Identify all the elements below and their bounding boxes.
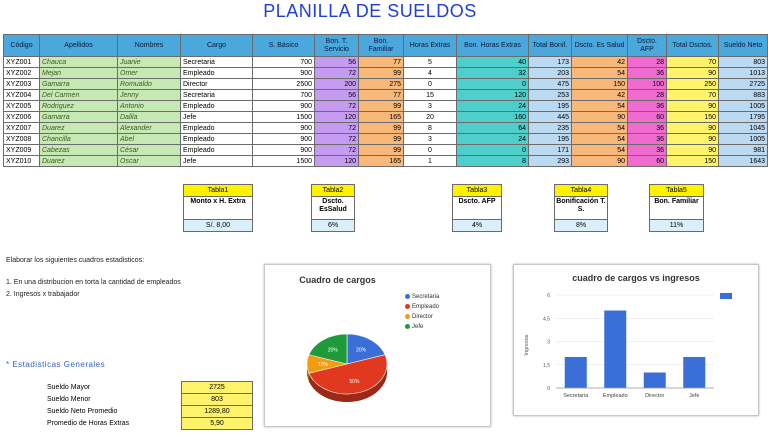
table-cell[interactable]: 165	[359, 112, 404, 123]
table-cell[interactable]: Romualdo	[118, 79, 181, 90]
sheet-title: PLANILLA DE SUELDOS	[263, 1, 477, 21]
table-cell[interactable]: Del Carmen	[40, 90, 118, 101]
payroll-table	[3, 34, 768, 167]
table-cell[interactable]: XYZ002	[4, 68, 40, 79]
table-cell[interactable]: 99	[359, 101, 404, 112]
table-cell[interactable]: 36	[628, 101, 667, 112]
pie-legend-label: Jefe	[412, 324, 424, 331]
table-cell[interactable]: 15	[404, 90, 457, 101]
table-cell[interactable]: Jenny	[118, 90, 181, 101]
table-row	[4, 134, 768, 145]
table-cell[interactable]: 1005	[719, 134, 768, 145]
pie-slice-label: 20%	[327, 347, 338, 354]
table-cell[interactable]: 1500	[253, 156, 315, 167]
table-cell[interactable]: 900	[253, 134, 315, 145]
instructions-item-1: 1. En una distribucion en torta la cantidad de empleados	[6, 279, 181, 286]
table-cell[interactable]: 803	[719, 57, 768, 68]
table-cell[interactable]: 0	[404, 79, 457, 90]
table-cell[interactable]: 90	[667, 134, 719, 145]
legend-swatch-icon	[405, 324, 410, 329]
table-cell[interactable]: 253	[529, 90, 572, 101]
bar-y-tick-label: 0	[547, 386, 550, 392]
table-cell[interactable]: 150	[572, 79, 628, 90]
bar-x-tick-label: Empleado	[602, 393, 628, 399]
table-cell[interactable]: XYZ003	[4, 79, 40, 90]
table-cell[interactable]: 8	[457, 156, 529, 167]
bar-y-tick-label: 4,5	[543, 316, 550, 323]
table-cell[interactable]: 171	[529, 145, 572, 156]
column-header[interactable]: Bon. T. Servicio	[315, 35, 359, 57]
column-header[interactable]: Sueldo Neto	[719, 35, 768, 57]
instructions-item-2: 2. Ingresos x trabajador	[6, 291, 80, 298]
table-cell[interactable]: 77	[359, 57, 404, 68]
table-cell[interactable]: Director	[181, 79, 253, 90]
reference-table-4	[554, 184, 608, 232]
table-cell[interactable]: 150	[667, 112, 719, 123]
pie-legend-item	[405, 304, 439, 310]
column-header[interactable]: Apellidos	[40, 35, 118, 57]
reference-table-label: Dscto. EsSalud	[312, 197, 354, 220]
table-cell[interactable]: 1500	[253, 112, 315, 123]
table-cell[interactable]: 72	[315, 68, 359, 79]
bar-x-tick-label: Jefe	[689, 393, 700, 399]
table-cell[interactable]: 900	[253, 145, 315, 156]
stats-value[interactable]: 2725	[182, 382, 253, 394]
table-cell[interactable]: Dalila	[118, 112, 181, 123]
reference-table-head: Tabla5	[650, 185, 703, 197]
column-header[interactable]: Código	[4, 35, 40, 57]
pie-slice-label: 50%	[349, 379, 360, 386]
table-cell[interactable]: 2500	[253, 79, 315, 90]
table-cell[interactable]: Cabezas	[40, 145, 118, 156]
table-cell[interactable]: Oscar	[118, 156, 181, 167]
table-cell[interactable]: 99	[359, 123, 404, 134]
table-cell[interactable]: 0	[404, 145, 457, 156]
table-cell[interactable]: Secretaria	[181, 90, 253, 101]
pie-slice-label: 10%	[317, 362, 329, 368]
pie-slice-label: 20%	[356, 347, 367, 354]
table-cell[interactable]: 195	[529, 101, 572, 112]
bar-y-axis-label: Ingresos	[524, 334, 530, 356]
table-cell[interactable]: 99	[359, 68, 404, 79]
table-cell[interactable]: 981	[719, 145, 768, 156]
reference-table-head: Tabla2	[312, 185, 354, 197]
legend-swatch-icon	[405, 314, 410, 319]
table-cell[interactable]: 90	[572, 112, 628, 123]
table-cell[interactable]: XYZ007	[4, 123, 40, 134]
table-cell[interactable]: 5	[404, 57, 457, 68]
stats-value[interactable]: 5,90	[182, 418, 253, 430]
table-cell[interactable]: 250	[667, 79, 719, 90]
column-header[interactable]: Total Dsctos.	[667, 35, 719, 57]
table-cell[interactable]: 1643	[719, 156, 768, 167]
table-cell[interactable]: 90	[667, 145, 719, 156]
table-cell[interactable]: 72	[315, 123, 359, 134]
table-cell[interactable]: 900	[253, 68, 315, 79]
stats-table	[45, 381, 253, 430]
table-cell[interactable]: Rodriguez	[40, 101, 118, 112]
table-cell[interactable]: 24	[457, 101, 529, 112]
table-cell[interactable]: 77	[359, 90, 404, 101]
table-cell[interactable]: 36	[628, 145, 667, 156]
table-cell[interactable]: 8	[404, 123, 457, 134]
table-cell[interactable]: Juanie	[118, 57, 181, 68]
pie-legend-label: Empleado	[412, 304, 440, 311]
pie-legend-label: Director	[412, 314, 434, 321]
table-cell[interactable]: 24	[457, 134, 529, 145]
table-cell[interactable]: 90	[667, 123, 719, 134]
table-cell[interactable]: 1795	[719, 112, 768, 123]
legend-swatch-icon	[405, 294, 410, 299]
table-cell[interactable]: Duarez	[40, 123, 118, 134]
table-cell[interactable]: 60	[628, 112, 667, 123]
table-cell[interactable]: 700	[253, 57, 315, 68]
table-cell[interactable]: 100	[628, 79, 667, 90]
table-cell[interactable]: 120	[315, 112, 359, 123]
table-cell[interactable]: 700	[253, 90, 315, 101]
table-cell[interactable]: XYZ005	[4, 101, 40, 112]
table-cell[interactable]: 54	[572, 68, 628, 79]
table-cell[interactable]: 28	[628, 57, 667, 68]
table-cell[interactable]: 36	[628, 68, 667, 79]
stats-row	[45, 394, 253, 406]
table-cell[interactable]: Jefe	[181, 112, 253, 123]
table-row	[4, 90, 768, 101]
table-cell[interactable]: Empleado	[181, 123, 253, 134]
stats-label: Sueldo Mayor	[47, 383, 91, 391]
table-cell[interactable]: 3	[404, 134, 457, 145]
pie-legend-item	[405, 294, 439, 300]
stats-value[interactable]: 1289,80	[182, 406, 253, 418]
table-cell[interactable]: Gamarra	[40, 79, 118, 90]
table-cell[interactable]: 36	[628, 123, 667, 134]
table-cell[interactable]: Secretaria	[181, 57, 253, 68]
reference-table-head: Tabla1	[184, 185, 252, 197]
table-cell[interactable]: Gamarra	[40, 112, 118, 123]
table-cell[interactable]: 4	[404, 68, 457, 79]
table-cell[interactable]: 90	[667, 101, 719, 112]
bar-director[interactable]	[644, 373, 666, 389]
reference-table-label: Bon. Familiar	[650, 197, 703, 220]
table-cell[interactable]: 40	[457, 57, 529, 68]
table-row	[4, 101, 768, 112]
table-header-row	[4, 35, 768, 57]
legend-swatch-icon	[405, 304, 410, 309]
stats-label: Sueldo Menor	[47, 395, 91, 403]
table-cell[interactable]: 99	[359, 145, 404, 156]
table-cell[interactable]: 90	[667, 68, 719, 79]
table-row	[4, 68, 768, 79]
table-cell[interactable]: Empleado	[181, 134, 253, 145]
table-cell[interactable]: Duarez	[40, 156, 118, 167]
table-cell[interactable]: 42	[572, 57, 628, 68]
table-cell[interactable]: Empleado	[181, 68, 253, 79]
table-row	[4, 79, 768, 90]
table-cell[interactable]: Empleado	[181, 145, 253, 156]
table-cell[interactable]: 1	[404, 156, 457, 167]
bar-legend-swatch-icon	[720, 293, 732, 299]
table-cell[interactable]: 90	[572, 156, 628, 167]
stats-label: Promedio de Horas Extras	[47, 419, 130, 427]
column-header[interactable]: Cargo	[181, 35, 253, 57]
table-cell[interactable]: 32	[457, 68, 529, 79]
table-cell[interactable]: 72	[315, 134, 359, 145]
bar-y-tick-label: 6	[547, 293, 550, 299]
table-cell[interactable]: 2725	[719, 79, 768, 90]
table-cell[interactable]: 900	[253, 123, 315, 134]
table-cell[interactable]: 1045	[719, 123, 768, 134]
bar-y-tick-label: 3	[547, 339, 550, 346]
bar-x-tick-label: Director	[645, 393, 665, 399]
pie-legend-label: Secretaria	[412, 294, 440, 301]
table-cell[interactable]: 54	[572, 123, 628, 134]
table-cell[interactable]: 70	[667, 57, 719, 68]
reference-table-value[interactable]: 4%	[453, 220, 501, 231]
table-row	[4, 57, 768, 68]
table-cell[interactable]: Jefe	[181, 156, 253, 167]
table-cell[interactable]: 293	[529, 156, 572, 167]
reference-table-3	[452, 184, 502, 232]
table-row	[4, 156, 768, 167]
table-cell[interactable]: Abel	[118, 134, 181, 145]
column-header[interactable]: Total Bonif.	[529, 35, 572, 57]
table-cell[interactable]: 42	[572, 90, 628, 101]
reference-table-value[interactable]: S/. 8,00	[184, 220, 252, 231]
table-cell[interactable]: 235	[529, 123, 572, 134]
table-cell[interactable]: 60	[628, 156, 667, 167]
reference-table-value[interactable]: 8%	[555, 220, 607, 231]
table-cell[interactable]: 883	[719, 90, 768, 101]
table-cell[interactable]: 0	[457, 79, 529, 90]
table-cell[interactable]: 445	[529, 112, 572, 123]
column-header[interactable]: Horas Extras	[404, 35, 457, 57]
reference-table-2	[311, 184, 355, 232]
reference-table-value[interactable]: 11%	[650, 220, 703, 231]
stats-label: Sueldo Neto Promedio	[47, 407, 118, 415]
table-cell[interactable]: 72	[315, 145, 359, 156]
bar-y-tick-label: 1,5	[543, 362, 550, 369]
stats-row	[45, 382, 253, 394]
table-cell[interactable]: 120	[457, 90, 529, 101]
stats-title: * Estadisticas Generales	[6, 360, 106, 369]
table-cell[interactable]: XYZ009	[4, 145, 40, 156]
table-cell[interactable]: XYZ010	[4, 156, 40, 167]
bar-empleado[interactable]	[604, 311, 626, 389]
table-cell[interactable]: 1005	[719, 101, 768, 112]
reference-table-label: Dscto. AFP	[453, 197, 501, 220]
reference-table-1	[183, 184, 253, 232]
table-cell[interactable]: 72	[315, 101, 359, 112]
table-cell[interactable]: 203	[529, 68, 572, 79]
pie-chart-title: Cuadro de cargos	[299, 275, 376, 285]
reference-table-label: Monto x H. Extra	[184, 197, 252, 220]
table-cell[interactable]: 475	[529, 79, 572, 90]
bar-chart-panel[interactable]	[513, 264, 759, 416]
table-cell[interactable]: Chauca	[40, 57, 118, 68]
column-header[interactable]: Bon. Familiar	[359, 35, 404, 57]
bar-chart-title: cuadro de cargos vs ingresos	[572, 273, 700, 283]
table-cell[interactable]: Omer	[118, 68, 181, 79]
table-cell[interactable]: XYZ006	[4, 112, 40, 123]
reference-table-head: Tabla4	[555, 185, 607, 197]
table-cell[interactable]: 900	[253, 101, 315, 112]
stats-row	[45, 418, 253, 430]
table-cell[interactable]: Antonio	[118, 101, 181, 112]
table-cell[interactable]: XYZ001	[4, 57, 40, 68]
table-cell[interactable]: 54	[572, 134, 628, 145]
table-cell[interactable]: 1013	[719, 68, 768, 79]
table-cell[interactable]: 54	[572, 101, 628, 112]
table-cell[interactable]: Mejan	[40, 68, 118, 79]
bar-jefe[interactable]	[683, 357, 705, 388]
table-cell[interactable]: 64	[457, 123, 529, 134]
stats-value[interactable]: 803	[182, 394, 253, 406]
bar-secretaria[interactable]	[565, 357, 587, 388]
pie-chart	[265, 265, 490, 426]
table-cell[interactable]: 200	[315, 79, 359, 90]
table-cell[interactable]: 275	[359, 79, 404, 90]
column-header[interactable]: Nombres	[118, 35, 181, 57]
table-cell[interactable]: 120	[315, 156, 359, 167]
column-header[interactable]: Dscto. AFP	[628, 35, 667, 57]
table-cell[interactable]: César	[118, 145, 181, 156]
table-cell[interactable]: 20	[404, 112, 457, 123]
table-row	[4, 123, 768, 134]
table-cell[interactable]: 160	[457, 112, 529, 123]
pie-chart-panel[interactable]	[264, 264, 491, 427]
table-cell[interactable]: 99	[359, 134, 404, 145]
table-cell[interactable]: Chancilla	[40, 134, 118, 145]
table-cell[interactable]: 165	[359, 156, 404, 167]
table-cell[interactable]: 70	[667, 90, 719, 101]
reference-table-5	[649, 184, 704, 232]
column-header[interactable]: Bon. Horas Extras	[457, 35, 529, 57]
instructions-intro: Elaborar los siguientes cuadros estadisticos:	[6, 257, 145, 264]
table-cell[interactable]: 56	[315, 90, 359, 101]
table-row	[4, 145, 768, 156]
column-header[interactable]: Dscto. Es Salud	[572, 35, 628, 57]
table-cell[interactable]: XYZ004	[4, 90, 40, 101]
table-cell[interactable]: 3	[404, 101, 457, 112]
table-cell[interactable]: 56	[315, 57, 359, 68]
pie-legend-item	[405, 324, 423, 330]
table-cell[interactable]: 0	[457, 145, 529, 156]
table-cell[interactable]: XYZ008	[4, 134, 40, 145]
table-cell[interactable]: 150	[667, 156, 719, 167]
pie-legend-item	[405, 314, 433, 320]
table-cell[interactable]: 28	[628, 90, 667, 101]
table-cell[interactable]: 195	[529, 134, 572, 145]
stats-row	[45, 406, 253, 418]
column-header[interactable]: S. Básico	[253, 35, 315, 57]
table-cell[interactable]: Empleado	[181, 101, 253, 112]
reference-table-label: Bonificación T. S.	[555, 197, 607, 220]
bar-chart	[514, 265, 758, 415]
reference-table-value[interactable]: 6%	[312, 220, 354, 231]
table-cell[interactable]: 173	[529, 57, 572, 68]
table-cell[interactable]: 36	[628, 134, 667, 145]
reference-table-head: Tabla3	[453, 185, 501, 197]
bar-x-tick-label: Secretaria	[563, 393, 589, 399]
table-cell[interactable]: Alexander	[118, 123, 181, 134]
table-row	[4, 112, 768, 123]
table-cell[interactable]: 54	[572, 145, 628, 156]
